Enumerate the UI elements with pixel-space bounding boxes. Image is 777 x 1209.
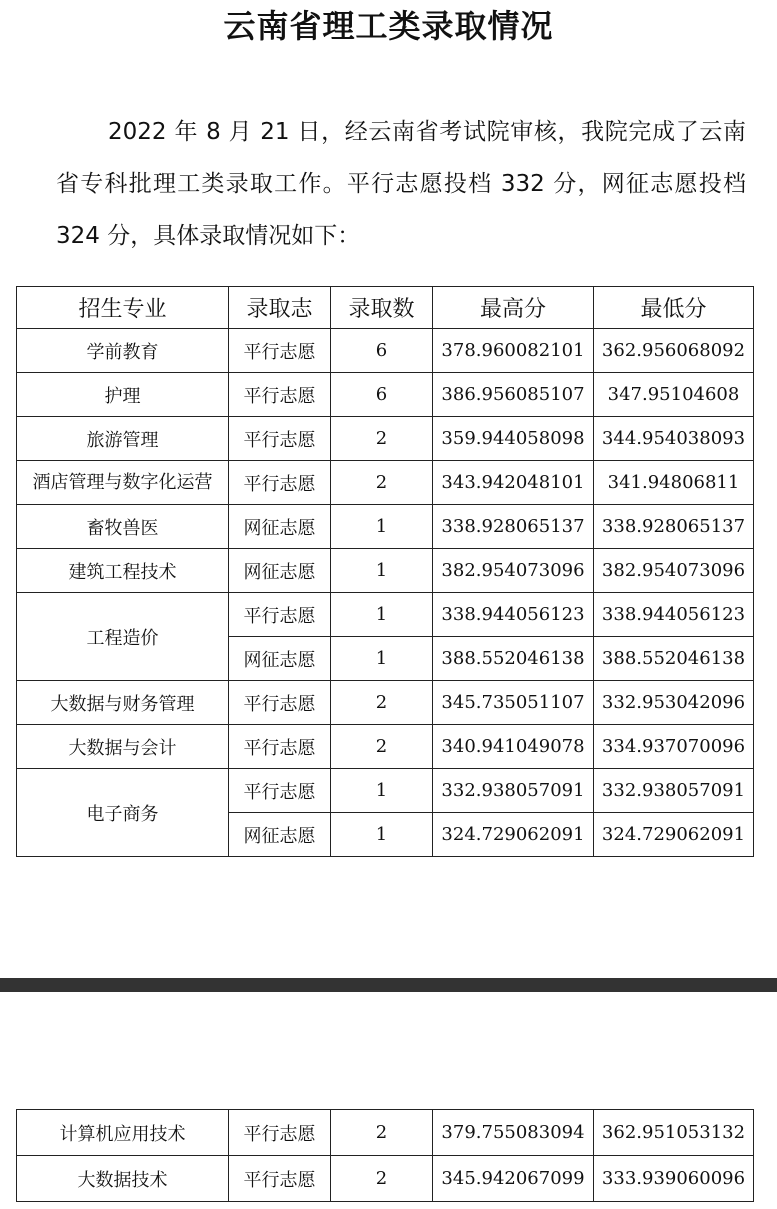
table-row: [17, 329, 754, 373]
max-score-cell: 386.956085107: [433, 373, 594, 417]
min-score-cell: 344.954038093: [594, 417, 754, 461]
min-score-cell: 347.95104608: [594, 373, 754, 417]
major-cell: 大数据与财务管理: [17, 681, 229, 725]
max-score-cell: 345.942067099: [433, 1156, 594, 1202]
count-cell: 1: [331, 505, 433, 549]
max-score-cell: 379.755083094: [433, 1110, 594, 1156]
max-score-cell: 338.944056123: [433, 593, 594, 637]
min-score-cell: 338.928065137: [594, 505, 754, 549]
admission-table: [16, 286, 754, 857]
major-cell: 计算机应用技术: [17, 1110, 229, 1156]
page-break-divider: [0, 978, 777, 992]
count-cell: 1: [331, 637, 433, 681]
min-score-cell: 338.944056123: [594, 593, 754, 637]
max-score-cell: 382.954073096: [433, 549, 594, 593]
count-cell: 1: [331, 769, 433, 813]
volunteer-cell: 平行志愿: [229, 769, 331, 813]
major-cell: 大数据与会计: [17, 725, 229, 769]
count-cell: 2: [331, 725, 433, 769]
table-row: [17, 505, 754, 549]
header-count: 录取数: [331, 287, 433, 329]
table-row: [17, 549, 754, 593]
table-row: [17, 417, 754, 461]
volunteer-cell: 平行志愿: [229, 1110, 331, 1156]
major-cell: 畜牧兽医: [17, 505, 229, 549]
count-cell: 2: [331, 461, 433, 505]
min-score-cell: 382.954073096: [594, 549, 754, 593]
page-title: 云南省理工类录取情况: [223, 7, 554, 45]
min-score-cell: 341.94806811: [594, 461, 754, 505]
count-cell: 1: [331, 549, 433, 593]
min-score-cell: 332.938057091: [594, 769, 754, 813]
major-cell: 电子商务: [17, 769, 229, 857]
max-score-cell: 332.938057091: [433, 769, 594, 813]
count-cell: 2: [331, 417, 433, 461]
major-cell: 大数据技术: [17, 1156, 229, 1202]
table-row: [17, 373, 754, 417]
table-row: [17, 681, 754, 725]
min-score-cell: 362.951053132: [594, 1110, 754, 1156]
volunteer-cell: 网征志愿: [229, 549, 331, 593]
admission-table-continued: [16, 1109, 754, 1202]
count-cell: 6: [331, 373, 433, 417]
header-major: 招生专业: [17, 287, 229, 329]
count-cell: 1: [331, 813, 433, 857]
header-max-score: 最高分: [433, 287, 594, 329]
volunteer-cell: 平行志愿: [229, 681, 331, 725]
table-row: [17, 593, 754, 637]
min-score-cell: 324.729062091: [594, 813, 754, 857]
max-score-cell: 343.942048101: [433, 461, 594, 505]
volunteer-cell: 平行志愿: [229, 1156, 331, 1202]
min-score-cell: 333.939060096: [594, 1156, 754, 1202]
count-cell: 2: [331, 1156, 433, 1202]
volunteer-cell: 网征志愿: [229, 637, 331, 681]
table-header-row: [17, 287, 754, 329]
major-cell: 护理: [17, 373, 229, 417]
intro-paragraph: 2022 年 8 月 21 日，经云南省考试院审核，我院完成了云南省专科批理工类录取工作。平行志愿投档 332 分，网征志愿投档 324 分，具体录取情况如下：: [56, 119, 746, 249]
max-score-cell: 359.944058098: [433, 417, 594, 461]
major-cell: 学前教育: [17, 329, 229, 373]
max-score-cell: 378.960082101: [433, 329, 594, 373]
table-row: [17, 1110, 754, 1156]
volunteer-cell: 平行志愿: [229, 329, 331, 373]
header-min-score: 最低分: [594, 287, 754, 329]
major-cell: 建筑工程技术: [17, 549, 229, 593]
count-cell: 2: [331, 1110, 433, 1156]
min-score-cell: 332.953042096: [594, 681, 754, 725]
count-cell: 1: [331, 593, 433, 637]
table-row: [17, 1156, 754, 1202]
min-score-cell: 388.552046138: [594, 637, 754, 681]
max-score-cell: 324.729062091: [433, 813, 594, 857]
table-row: [17, 725, 754, 769]
volunteer-cell: 平行志愿: [229, 417, 331, 461]
major-cell: 工程造价: [17, 593, 229, 681]
max-score-cell: 338.928065137: [433, 505, 594, 549]
volunteer-cell: 平行志愿: [229, 373, 331, 417]
volunteer-cell: 网征志愿: [229, 813, 331, 857]
max-score-cell: 345.735051107: [433, 681, 594, 725]
count-cell: 2: [331, 681, 433, 725]
max-score-cell: 340.941049078: [433, 725, 594, 769]
min-score-cell: 362.956068092: [594, 329, 754, 373]
table-row: [17, 769, 754, 813]
major-cell: 旅游管理: [17, 417, 229, 461]
volunteer-cell: 平行志愿: [229, 725, 331, 769]
volunteer-cell: 平行志愿: [229, 593, 331, 637]
count-cell: 6: [331, 329, 433, 373]
volunteer-cell: 平行志愿: [229, 461, 331, 505]
min-score-cell: 334.937070096: [594, 725, 754, 769]
volunteer-cell: 网征志愿: [229, 505, 331, 549]
max-score-cell: 388.552046138: [433, 637, 594, 681]
header-volunteer: 录取志: [229, 287, 331, 329]
table-row: [17, 461, 754, 505]
major-cell: 酒店管理与数字化运营: [17, 461, 229, 505]
